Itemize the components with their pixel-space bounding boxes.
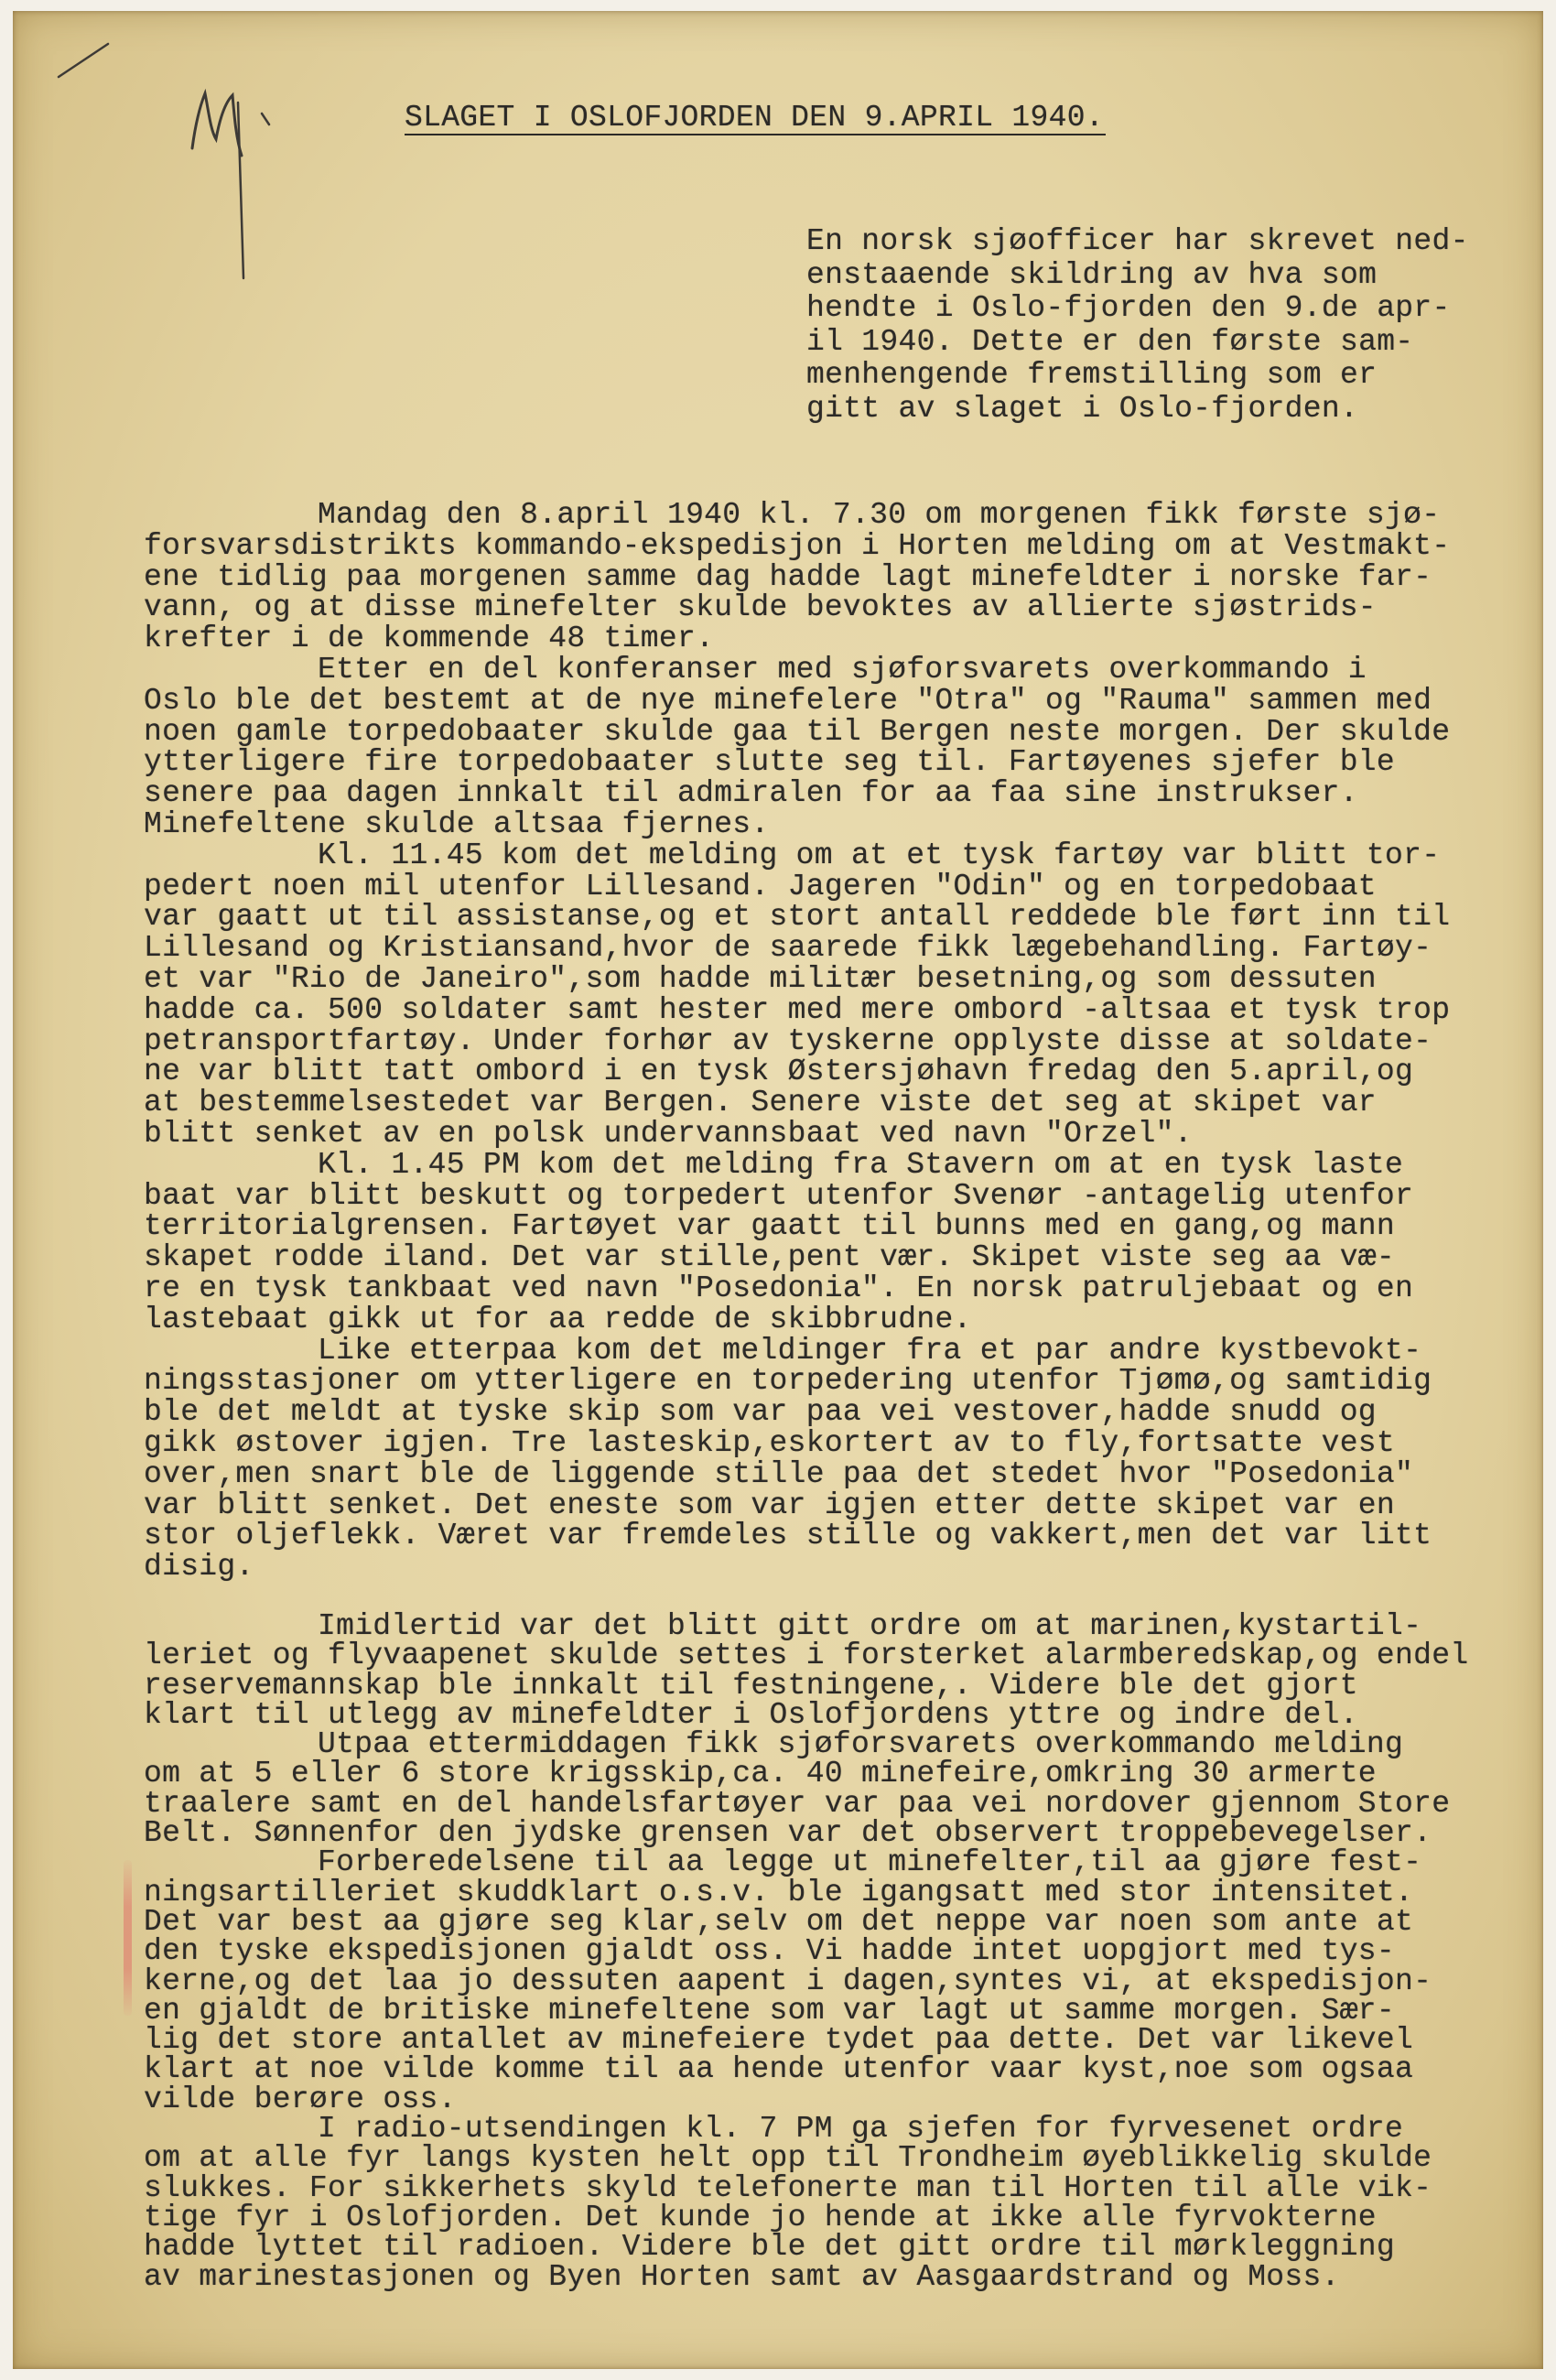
paragraph (144, 1845, 1468, 2116)
body-line: I radio-utsendingen kl. 7 PM ga sjefen for fyrvesenet ordre (318, 2112, 1404, 2147)
body-line: tige fyr i Oslofjorden. Det kunde jo hende at ikke alle fyrvokterne (144, 2200, 1377, 2234)
body-line: ne var blitt tatt ombord i en tysk Østersjøhavn fredag den 5.april,og (144, 1055, 1414, 1089)
intro-line: enstaaende skildring av hva som (806, 257, 1378, 292)
body-line: klart til utlegg av minefeldter i Oslofjordens yttre og indre del. (144, 1697, 1358, 1732)
body-line: disig. (144, 1550, 254, 1585)
body-text-block (144, 1609, 1469, 2294)
body-line: Det var best aa gjøre seg klar,selv om det neppe var noen som ante at (144, 1904, 1414, 1939)
body-line: var blitt senket. Det eneste som var igjen etter dette skipet var en (144, 1488, 1396, 1522)
body-text-block (144, 500, 1450, 1583)
paragraph (144, 500, 1450, 654)
body-line: Etter en del konferanser med sjøforsvarets overkommando i (318, 652, 1367, 687)
paper-sheet (13, 11, 1543, 2369)
paragraph (144, 1609, 1469, 1732)
body-line: hadde ca. 500 soldater samt hester med mere ombord -altsaa et tysk trop (144, 992, 1451, 1027)
body-line: reservemannskap ble innkalt til festningene,. Videre ble det gjort (144, 1668, 1358, 1703)
body-line: klart at noe vilde komme til aa hende utenfor vaar kyst,noe som ogsaa (144, 2052, 1414, 2087)
body-line: lig det store antallet av minefeiere tydet paa dette. Det var likevel (144, 2023, 1414, 2058)
body-line: lastebaat gikk ut for aa redde de skibbrudne. (144, 1302, 972, 1336)
body-line: hadde lyttet til radioen. Videre ble det gitt ordre til mørkleggning (144, 2230, 1396, 2265)
body-line: Like etterpaa kom det meldinger fra et par andre kystbevokt- (318, 1333, 1422, 1368)
body-line: ningsstasjoner om ytterligere en torpedering utenfor Tjømø,og samtidig (144, 1364, 1432, 1399)
paragraph (144, 840, 1450, 1150)
body-line: et var "Rio de Janeiro",som hadde militær besetning,og som dessuten (144, 961, 1377, 996)
body-line: av marinestasjonen og Byen Horten samt av Aasgaardstrand og Moss. (144, 2259, 1340, 2294)
body-line: re en tysk tankbaat ved navn "Posedonia". En norsk patruljebaat og en (144, 1271, 1414, 1305)
body-line: gikk østover igjen. Tre lasteskip,eskortert av to fly,fortsatte vest (144, 1425, 1396, 1460)
body-line: noen gamle torpedobaater skulde gaa til Bergen neste morgen. Der skulde (144, 714, 1451, 749)
body-line: ytterligere fire torpedobaater slutte seg til. Fartøyenes sjefer ble (144, 745, 1396, 780)
body-line: Forberedelsene til aa legge ut minefelter,til aa gjøre fest- (318, 1845, 1422, 1880)
body-line: krefter i de kommende 48 timer. (144, 622, 715, 656)
body-line: en gjaldt de britiske minefeltene som var lagt ut samme morgen. Sær- (144, 1993, 1396, 2028)
body-line: Kl. 1.45 PM kom det melding fra Stavern om at en tysk laste (318, 1147, 1404, 1182)
paragraph (144, 654, 1450, 840)
body-line: petransportfartøy. Under forhør av tyskerne opplyste disse at soldate- (144, 1023, 1432, 1058)
body-line: Kl. 11.45 kom det melding om at et tysk fartøy var blitt tor- (318, 838, 1441, 872)
body-line: om at 5 eller 6 store krigsskip,ca. 40 minefeire,omkring 30 armerte (144, 1757, 1377, 1791)
body-line: stor oljeflekk. Været var fremdeles stille og vakkert,men det var litt (144, 1519, 1432, 1553)
body-line: ble det meldt at tyske skip som var paa vei vestover,hadde snudd og (144, 1395, 1377, 1430)
paragraph (144, 1147, 1450, 1336)
body-line: blitt senket av en polsk undervannsbaat ved navn "Orzel". (144, 1116, 1193, 1151)
body-line: ene tidlig paa morgenen samme dag hadde lagt minefeldter i norske far- (144, 559, 1432, 594)
body-line: baat var blitt beskutt og torpedert utenfor Svenør -antagelig utenfor (144, 1178, 1414, 1213)
body-line: var gaatt ut til assistanse,og et stort antall reddede ble ført inn til (144, 900, 1451, 935)
body-line: kerne,og det laa jo dessuten aapent i dagen,syntes vi, at ekspedisjon- (144, 1964, 1432, 1998)
body-line: Utpaa ettermiddagen fikk sjøforsvarets overkommando melding (318, 1727, 1404, 1762)
body-line: vilde berøre oss. (144, 2082, 457, 2116)
body-line: Oslo ble det bestemt at de nye minefelere "Otra" og "Rauma" sammen med (144, 683, 1432, 718)
intro-paragraph (806, 225, 1469, 426)
paragraph (144, 2112, 1468, 2294)
body-line: at bestemmelsestedet var Bergen. Senere viste det seg at skipet var (144, 1086, 1377, 1120)
body-line: over,men snart ble de liggende stille paa det stedet hvor "Posedonia" (144, 1456, 1414, 1491)
body-line: Mandag den 8.april 1940 kl. 7.30 om morgenen fikk første sjø- (318, 498, 1441, 532)
intro-line: menhengende fremstilling som er (806, 358, 1378, 392)
body-line: traalere samt en del handelsfartøyer var paa vei nordover gjennom Store (144, 1786, 1451, 1821)
body-line: slukkes. For sikkerhets skyld telefonerte man til Horten til alle vik- (144, 2170, 1432, 2205)
intro-line: hendte i Oslo-fjorden den 9.de apr- (806, 291, 1451, 325)
paragraph (144, 1333, 1450, 1585)
intro-line: il 1940. Dette er den første sam- (806, 324, 1414, 359)
body-line: Imidlertid var det blitt gitt ordre om at marinen,kystartil- (318, 1609, 1422, 1643)
body-line: Belt. Sønnenfor den jydske grensen var det observert troppebevegelser. (144, 1816, 1432, 1851)
body-line: Lillesand og Kristiansand,hvor de saarede fikk lægebehandling. Fartøy- (144, 931, 1432, 966)
body-line: ningsartilleriet skuddklart o.s.v. ble igangsatt med stor intensitet. (144, 1875, 1414, 1909)
red-pencil-mark (124, 1860, 132, 2016)
document-title: SLAGET I OSLOFJORDEN DEN 9.APRIL 1940. (405, 101, 1104, 135)
body-line: vann, og at disse minefelter skulde bevoktes av allierte sjøstrids- (144, 590, 1377, 625)
body-line: forsvarsdistrikts kommando-ekspedisjon i Horten melding om at Vestmakt- (144, 528, 1451, 563)
body-line: skapet rodde iland. Det var stille,pent vær. Skipet viste seg aa væ- (144, 1240, 1396, 1275)
paragraph (144, 1727, 1468, 1851)
body-line: pedert noen mil utenfor Lillesand. Jageren "Odin" og en torpedobaat (144, 869, 1377, 903)
handwritten-mark (13, 11, 306, 304)
intro-line: gitt av slaget i Oslo-fjorden. (806, 391, 1359, 426)
body-line: den tyske ekspedisjonen gjaldt oss. Vi hadde intet uopgjort med tys- (144, 1934, 1396, 1969)
body-line: territorialgrensen. Fartøyet var gaatt til bunns med en gang,og mann (144, 1209, 1396, 1244)
intro-line: En norsk sjøofficer har skrevet ned- (806, 224, 1469, 258)
body-line: leriet og flyvaapenet skulde settes i forsterket alarmberedskap,og endel (144, 1639, 1469, 1673)
body-line: Minefeltene skulde altsaa fjernes. (144, 806, 770, 841)
body-line: om at alle fyr langs kysten helt opp til Trondheim øyeblikkelig skulde (144, 2141, 1432, 2176)
body-line: senere paa dagen innkalt til admiralen for aa faa sine instrukser. (144, 776, 1358, 811)
